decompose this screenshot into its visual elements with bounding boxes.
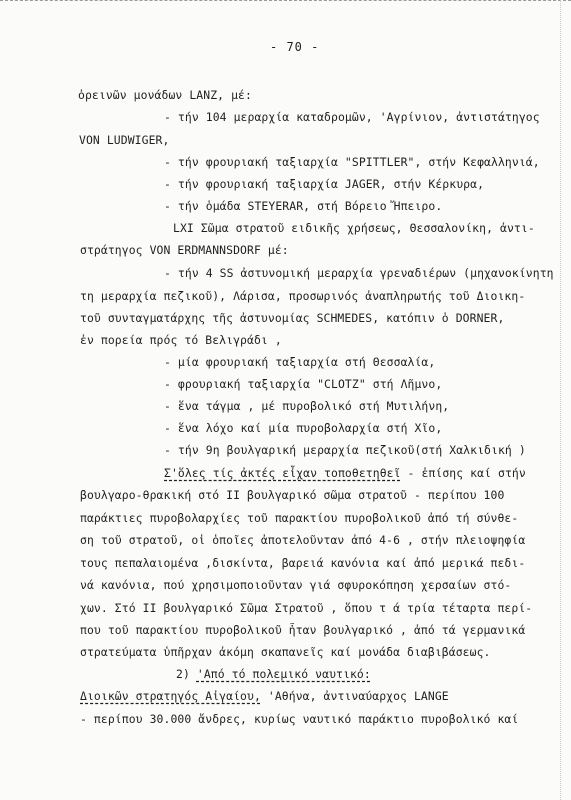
list-item: - φρουριακή ταξιαρχία "CLOTZ" στή Λῆμνο, bbox=[164, 377, 443, 391]
underlined-text: Διοικῶν στρατηγός Αἰγαίου, bbox=[80, 689, 261, 703]
list-item: - μία φρουριακή ταξιαρχία στή Θεσσαλία, bbox=[164, 355, 436, 369]
section-heading bbox=[176, 667, 371, 681]
list-item: - τήν φρουριακή ταξιαρχία JAGER, στήν Κέρκυρα, bbox=[164, 177, 485, 191]
text-line: στρατεύματα ὑπῆρχαν ἀκόμη σκαπανεῖς καί μονάδα διαβιβάσεως. bbox=[80, 645, 491, 659]
list-item: - τήν φρουριακή ταξιαρχία "SPITTLER", στήν Κεφαλληνιά, bbox=[164, 155, 540, 169]
text-line: νά κανόνια, πού χρησιμοποιοῦνταν γιά σφυροκόπηση χερσαίων στό- bbox=[80, 578, 512, 592]
list-item: - τήν 104 μεραρχία καταδρομῶν, 'Αγρίνιον, ἀντιστάτηγος bbox=[164, 110, 540, 124]
text-line: ση τοῦ στρατοῦ, οἱ ὁποῖες ἀποτελοῦνταν ἀπό 4-6 , στήν πλειοψηφία bbox=[80, 533, 526, 547]
underlined-phrase bbox=[164, 466, 526, 480]
section-number: 2) bbox=[176, 667, 197, 681]
text-line: LXI Σῶμα στρατοῦ ειδικῆς χρήσεως, Θεσσαλονίκη, ἀντι- bbox=[173, 221, 535, 235]
section-title: 'Από τό πολεμικό ναυτικό: bbox=[196, 667, 371, 681]
text-line bbox=[80, 689, 449, 703]
text-line: παράκτιες πυροβολαρχίες τοῦ παρακτίου πυροβολικοῦ ἀπό τή σύνθε- bbox=[80, 511, 519, 525]
list-item: - ἕνα τάγμα , μέ πυροβολικό στή Μυτιλήνη, bbox=[164, 399, 450, 413]
text-line: ὀρεινῶν μονάδων LANZ, μέ: bbox=[78, 88, 252, 102]
underlined-text: Σ'ὅλες τίς ἀκτές εἶχαν τοποθετηθεῖ bbox=[164, 466, 401, 480]
list-item: - ἕνα λόχο καί μία πυροβολαρχία στή Χῖο, bbox=[164, 421, 443, 435]
list-item: - τήν 4 SS ἀστυνομική μεραρχία γρεναδιέρων (μηχανοκίνητη bbox=[164, 266, 554, 280]
text-line: - περίπου 30.000 ἄνδρες, κυρίως ναυτικό παράκτιο πυροβολικό καί bbox=[80, 712, 519, 726]
text-line: ἐν πορεία πρός τό Βελιγράδι , bbox=[80, 333, 282, 347]
text-line: βουλγαρο-θρακική στό ΙΙ βουλγαρικό σῶμα στρατοῦ - περίπου 100 bbox=[80, 488, 505, 502]
text-continuation: - ἐπίσης καί στήν bbox=[400, 466, 526, 480]
text-continuation: 'Αθήνα, ἀντιναύαρχος LANGE bbox=[260, 689, 449, 703]
text-line: τη μεραρχία πεζικοῦ), Λάρισα, προσωρινός ἀναπληρωτής τοῦ Διοικη- bbox=[80, 289, 526, 303]
text-line: που τοῦ παρακτίου πυροβολικοῦ ἦταν βουλγαρικό , ἀπό τά γερμανικά bbox=[80, 623, 526, 637]
text-line: χων. Στό ΙΙ βουλγαρικό Σῶμα Στρατοῦ , ὅπου τ ά τρία τέταρτα περί- bbox=[80, 601, 533, 615]
text-line: στράτηγος VON ERDMANNSDORF μέ: bbox=[80, 243, 289, 257]
text-line: VON LUDWIGER, bbox=[79, 133, 170, 147]
text-line: τοῦ συνταγματάρχης τῆς ἀστυνομίας SCHMEDES, κατόπιν ὁ DORNER, bbox=[80, 311, 505, 325]
list-item: - τήν ὁμάδα STEYERAR, στή Βόρειο Ἤπειρο. bbox=[164, 199, 443, 213]
text-line: τους πεπαλαιομένα ,δισκίντα, βαρειά κανόνια καί ἀπό μερικά πεδι- bbox=[80, 556, 526, 570]
page-number: - 70 - bbox=[270, 40, 320, 54]
list-item: - τήν 9η βουλγαρική μεραρχία πεζικοῦ(στή Χαλκιδική ) bbox=[164, 443, 526, 457]
